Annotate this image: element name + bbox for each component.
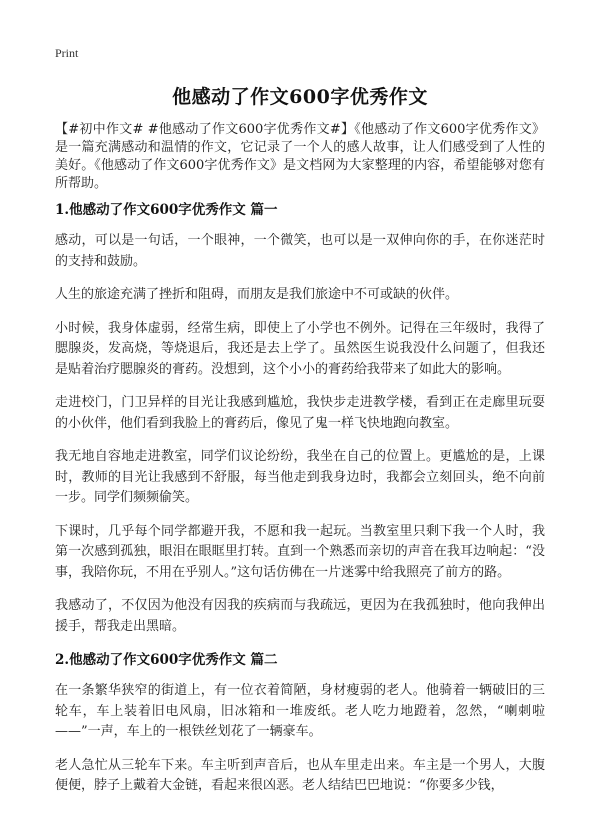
- page-title: 他感动了作文600字优秀作文: [172, 86, 428, 108]
- paragraph: 在一条繁华狭窄的街道上，有一位衣着简陋，身材瘦弱的老人。他骑着一辆破旧的三轮车，车上装着旧电风扇，旧冰箱和一堆废纸。老人吃力地蹬着，忽然，“喇刺啦——”一声，车上的一根铁丝划花了一辆豪车。: [55, 683, 545, 739]
- section-2: [55, 650, 545, 797]
- paragraph: 下课时，几乎每个同学都避开我，不愿和我一起玩。当教室里只剩下我一个人时，我第一次感到孤独，眼泪在眼眶里打转。直到一个熟悉而亲切的声音在我耳边响起：“没事，我陪你玩，不用在乎别人。”这句话仿佛在一片迷雾中给我照亮了前方的路。: [55, 523, 545, 580]
- section-1: [55, 200, 545, 637]
- section-heading: 1.他感动了作文600字优秀作文 篇一: [55, 202, 278, 218]
- section-heading: 2.他感动了作文600字优秀作文 篇二: [55, 652, 278, 668]
- print-link[interactable]: Print: [55, 46, 79, 60]
- paragraph: 我无地自容地走进教室，同学们议论纷纷，我坐在自己的位置上。更尴尬的是，上课时，教师的目光让我感到不舒服，每当他走到我身边时，我都会立刻回头，绝不向前一步。同学们频频偷笑。: [55, 449, 545, 505]
- intro-paragraph: 【#初中作文# #他感动了作文600字优秀作文#】《他感动了作文600字优秀作文》是一篇充满感动和温情的作文，它记录了一个人的感人故事，让人们感受到了人性的美好。《他感动了作文600字优秀作文》是文档网为大家整理的内容，希望能够对您有所帮助。: [55, 122, 545, 191]
- paragraph: 人生的旅途充满了挫折和阻碍，而朋友是我们旅途中不可或缺的伙伴。: [55, 287, 459, 302]
- article-body: [55, 200, 545, 810]
- paragraph: 老人急忙从三轮车下来。车主听到声音后，也从车里走出来。车主是一个男人，大腹便便，脖子上戴着大金链，看起来很凶恶。老人结结巴巴地说：“你要多少钱，: [55, 757, 545, 793]
- paragraph: 感动，可以是一句话，一个眼神，一个微笑，也可以是一双伸向你的手，在你迷茫时的支持和鼓励。: [55, 233, 545, 269]
- paragraph: 小时候，我身体虚弱，经常生病，即使上了小学也不例外。记得在三年级时，我得了腮腺炎，发高烧，等烧退后，我还是去上学了。虽然医生说我没什么问题了，但我还是贴着治疗腮腺炎的膏药。没想到，这个小小的膏药给我带来了如此大的影响。: [55, 320, 545, 377]
- paragraph: 我感动了，不仅因为他没有因我的疾病而与我疏远，更因为在我孤独时，他向我伸出援手，帮我走出黑暗。: [55, 598, 545, 634]
- paragraph: 走进校门，门卫异样的目光让我感到尴尬，我快步走进教学楼，看到正在走廊里玩耍的小伙伴，他们看到我脸上的膏药后，像见了鬼一样飞快地跑向教室。: [55, 395, 545, 431]
